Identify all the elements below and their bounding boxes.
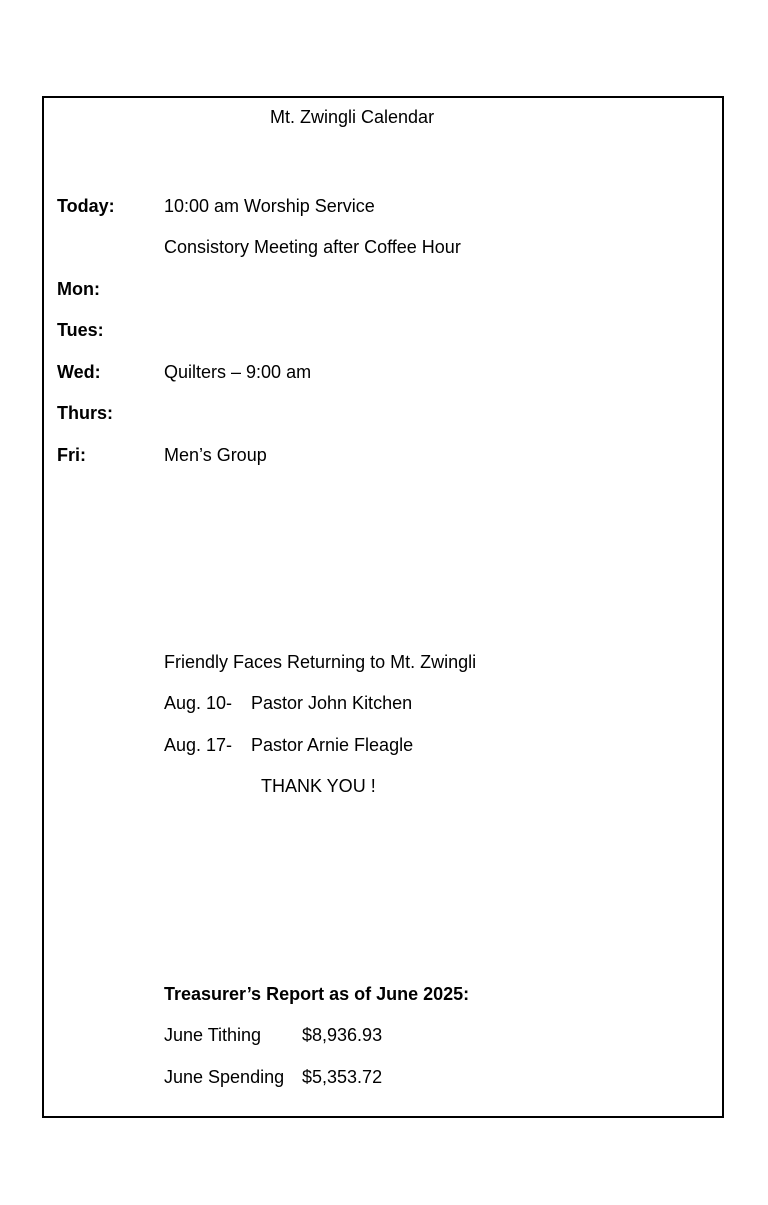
visit-date-2: Aug. 17-	[164, 735, 233, 755]
tithing-label: June Tithing	[164, 1025, 262, 1045]
bulletin-page-border	[42, 96, 724, 1118]
event-wed-quilters: Quilters – 9:00 am	[164, 362, 312, 382]
spending-amount: $5,353.72	[302, 1067, 383, 1087]
day-label-today: Today:	[57, 196, 115, 216]
day-label-thurs: Thurs:	[57, 403, 113, 423]
treasurer-heading: Treasurer’s Report as of June 2025:	[164, 984, 470, 1004]
visit-name-2: Pastor Arnie Fleagle	[251, 735, 414, 755]
day-label-tues: Tues:	[57, 320, 104, 340]
day-label-wed: Wed:	[57, 362, 101, 382]
friendly-faces-heading: Friendly Faces Returning to Mt. Zwingli	[164, 652, 477, 672]
day-label-fri: Fri:	[57, 445, 86, 465]
event-today-consistory: Consistory Meeting after Coffee Hour	[164, 237, 461, 257]
visit-name-1: Pastor John Kitchen	[251, 693, 413, 713]
tithing-amount: $8,936.93	[302, 1025, 383, 1045]
day-label-mon: Mon:	[57, 279, 100, 299]
spending-label: June Spending	[164, 1067, 285, 1087]
event-today-worship: 10:00 am Worship Service	[164, 196, 375, 216]
event-fri-mens-group: Men’s Group	[164, 445, 267, 465]
visit-date-1: Aug. 10-	[164, 693, 233, 713]
thank-you-text: THANK YOU !	[261, 776, 376, 796]
page-title: Mt. Zwingli Calendar	[270, 107, 435, 127]
